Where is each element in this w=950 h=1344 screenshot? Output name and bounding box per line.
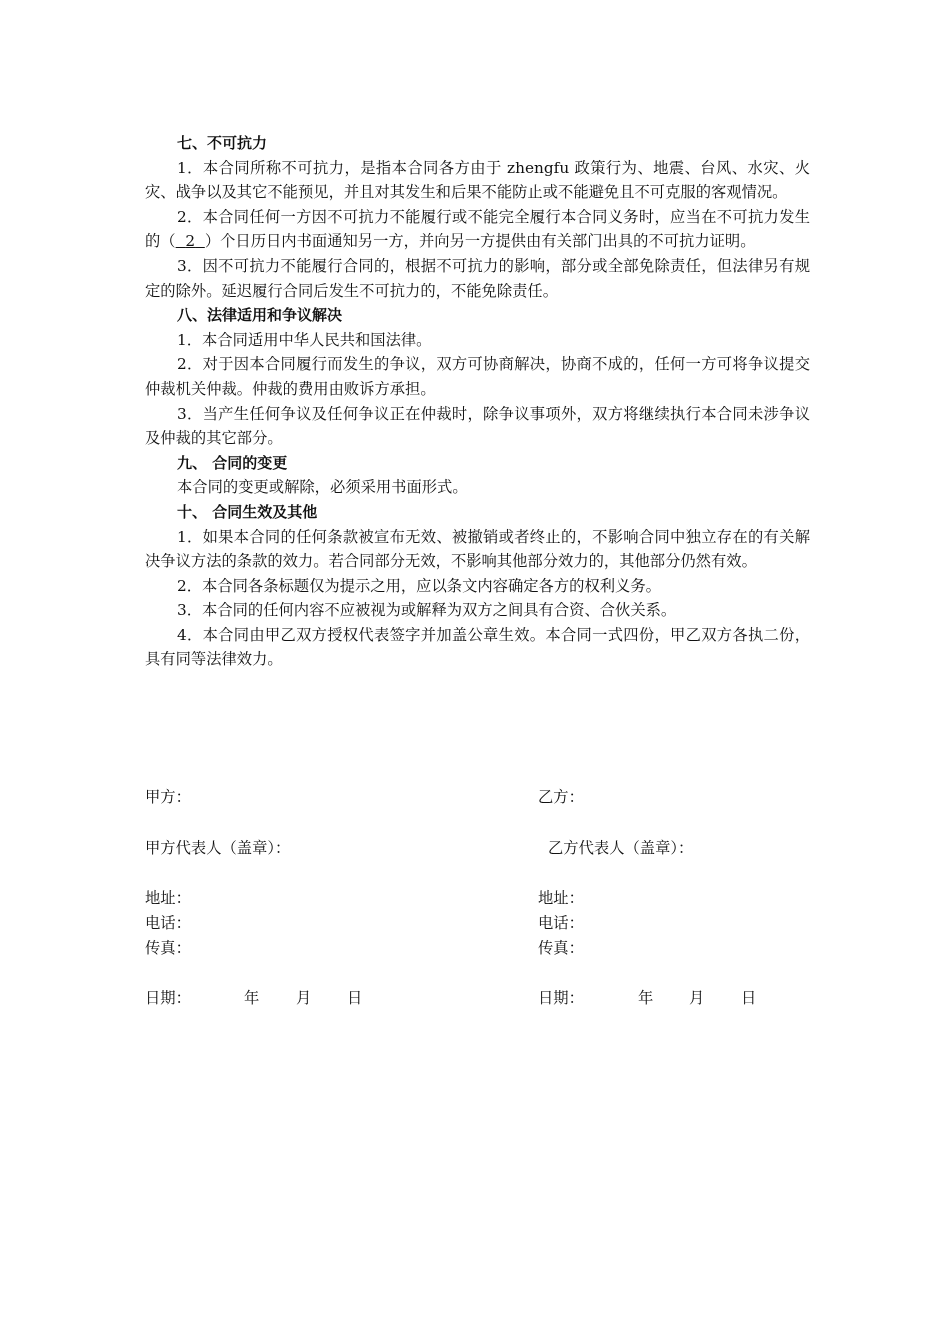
party-a-representative-label: 甲方代表人（盖章）： xyxy=(145,839,291,857)
party-b-representative-label: 乙方代表人（盖章）： xyxy=(548,839,694,857)
force-majeure-clause-2: 2．本合同任何一方因不可抗力不能履行或不能完全履行本合同义务时，应当在不可抗力发生的（ 2 ）个日历日内书面通知另一方，并向另一方提供由有关部门出具的不可抗力证明。 xyxy=(145,207,810,251)
force-majeure-clause-3: 3．因不可抗力不能履行合同的，根据不可抗力的影响，部分或全部免除责任，但法律另有规定的除外。延迟履行合同后发生不可抗力的，不能免除责任。 xyxy=(145,256,810,300)
contract-body xyxy=(145,131,810,672)
party-b-fax-label: 传真： xyxy=(538,939,584,957)
law-dispute-clause-1: 1．本合同适用中华人民共和国法律。 xyxy=(177,330,432,349)
law-dispute-clause-2: 2．对于因本合同履行而发生的争议，双方可协商解决，协商不成的，任何一方可将争议提交仲裁机关仲裁。仲裁的费用由败诉方承担。 xyxy=(145,355,810,398)
representative-row xyxy=(145,836,810,860)
force-majeure-clause-1: 1．本合同所称不可抗力，是指本合同各方由于 zhengfu 政策行为、地震、台风、水灾、火灾、战争以及其它不能预见，并且对其发生和后果不能防止或不能避免且不可克服的客观情况。 xyxy=(145,158,810,202)
party-b-year-label: 年 xyxy=(638,989,654,1007)
party-a-date-label: 日期： xyxy=(145,989,191,1007)
section-heading-amendment: 九、 合同的变更 xyxy=(177,453,288,472)
date-row xyxy=(145,986,810,1010)
section-heading-law-dispute: 八、法律适用和争议解决 xyxy=(177,306,343,325)
address-row xyxy=(145,886,810,910)
amendment-clause: 本合同的变更或解除，必须采用书面形式。 xyxy=(177,478,468,497)
party-a-year-label: 年 xyxy=(244,989,260,1007)
effectiveness-clause-4: 4．本合同由甲乙双方授权代表签字并加盖公章生效。本合同一式四份，甲乙双方各执二份，具有同等法律效力。 xyxy=(145,625,810,669)
party-b-date-label: 日期： xyxy=(538,989,584,1007)
party-a-month-label: 月 xyxy=(296,989,312,1007)
party-b-month-label: 月 xyxy=(689,989,705,1007)
party-a-day-label: 日 xyxy=(347,989,363,1007)
party-a-phone-label: 电话： xyxy=(145,914,191,932)
law-dispute-clause-3: 3．当产生任何争议及任何争议正在仲裁时，除争议事项外，双方将继续执行本合同未涉争议及仲裁的其它部分。 xyxy=(145,404,810,448)
party-b-day-label: 日 xyxy=(741,989,757,1007)
effectiveness-clause-2: 2．本合同各条标题仅为提示之用，应以条文内容确定各方的权利义务。 xyxy=(177,576,661,595)
section-heading-effectiveness: 十、 合同生效及其他 xyxy=(177,502,318,521)
party-b-address-label: 地址： xyxy=(538,889,584,907)
section-heading-force-majeure: 七、不可抗力 xyxy=(177,134,268,152)
effectiveness-clause-3: 3．本合同的任何内容不应被视为或解释为双方之间具有合资、合伙关系。 xyxy=(177,601,677,620)
party-b-label: 乙方： xyxy=(538,788,584,806)
phone-row xyxy=(145,911,810,935)
party-row xyxy=(145,785,810,809)
party-a-address-label: 地址： xyxy=(145,889,191,907)
effectiveness-clause-1: 1．如果本合同的任何条款被宣布无效、被撤销或者终止的，不影响合同中独立存在的有关解决争议方法的条款的效力。若合同部分无效，不影响其他部分效力的，其他部分仍然有效。 xyxy=(145,527,810,571)
party-a-fax-label: 传真： xyxy=(145,939,191,957)
fax-row xyxy=(145,936,810,960)
notice-days-value: 2 xyxy=(185,232,196,251)
party-a-label: 甲方： xyxy=(145,788,191,806)
party-b-phone-label: 电话： xyxy=(538,914,584,932)
